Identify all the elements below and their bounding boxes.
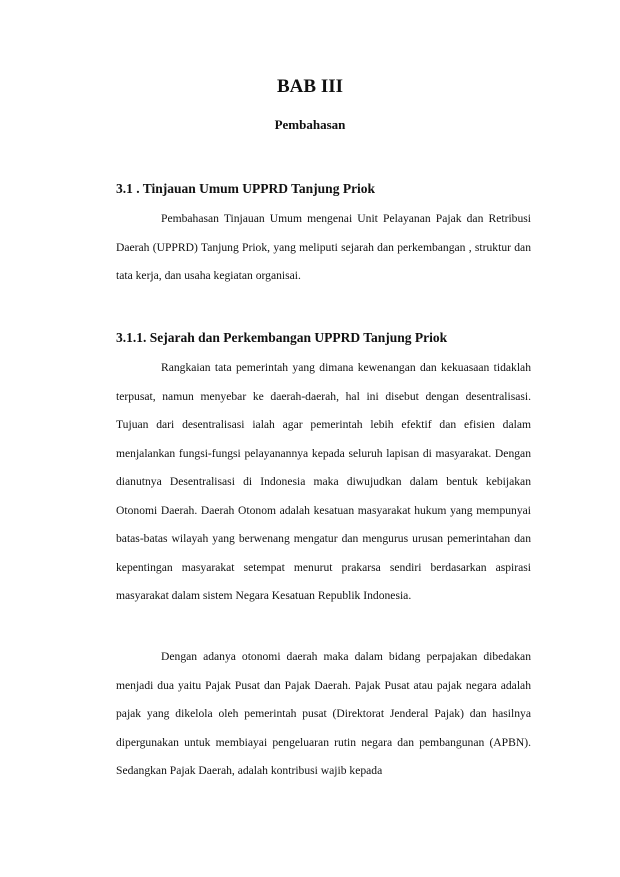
section-heading-3-1-1: 3.1.1. Sejarah dan Perkembangan UPPRD Tanjung Priok (116, 330, 448, 345)
section-heading-3-1: 3.1 . Tinjauan Umum UPPRD Tanjung Priok (116, 181, 376, 196)
chapter-title: BAB III (277, 76, 343, 97)
paragraph-otonomi-pajak: Dengan adanya otonomi daerah maka dalam bidang perpajakan dibedakan menjadi dua yaitu Pajak Pusat dan Pajak Daerah. Pajak Pusat atau pajak negara adalah pajak yang dikelola oleh pemerintah pusat (Direktorat Jenderal Pajak) dan hasilnya dipergunakan untuk membiayai pengeluaran rutin negara dan pembangunan (APBN). Sedangkan Pajak Daerah, adalah kontribusi wajib kepada (116, 650, 531, 777)
chapter-subtitle: Pembahasan (274, 117, 346, 132)
paragraph-desentralisasi: Rangkaian tata pemerintah yang dimana kewenangan dan kekuasaan tidaklah terpusat, namun menyebar ke daerah-daerah, hal ini disebut dengan desentralisasi. Tujuan dari desentralisasi ialah agar pemerintah lebih efektif dan efisien dalam menjalankan fungsi-fungsi pelayanannya kepada seluruh lapisan di masyarakat. Dengan dianutnya Desentralisasi di Indonesia maka diwujudkan dalam bentuk kebijakan Otonomi Daerah. Daerah Otonom adalah kesatuan masyarakat hukum yang mempunyai batas-batas wilayah yang berwenang mengatur dan mengurus urusan pemerintahan dan kepentingan masyarakat setempat menurut prakarsa sendiri berdasarkan aspirasi masyarakat dalam sistem Negara Kesatuan Republik Indonesia. (116, 361, 531, 602)
paragraph-intro: Pembahasan Tinjauan Umum mengenai Unit Pelayanan Pajak dan Retribusi Daerah (UPPRD) Tanjung Priok, yang meliputi sejarah dan perkembangan , struktur dan tata kerja, dan usaha kegiatan organisai. (116, 212, 531, 282)
